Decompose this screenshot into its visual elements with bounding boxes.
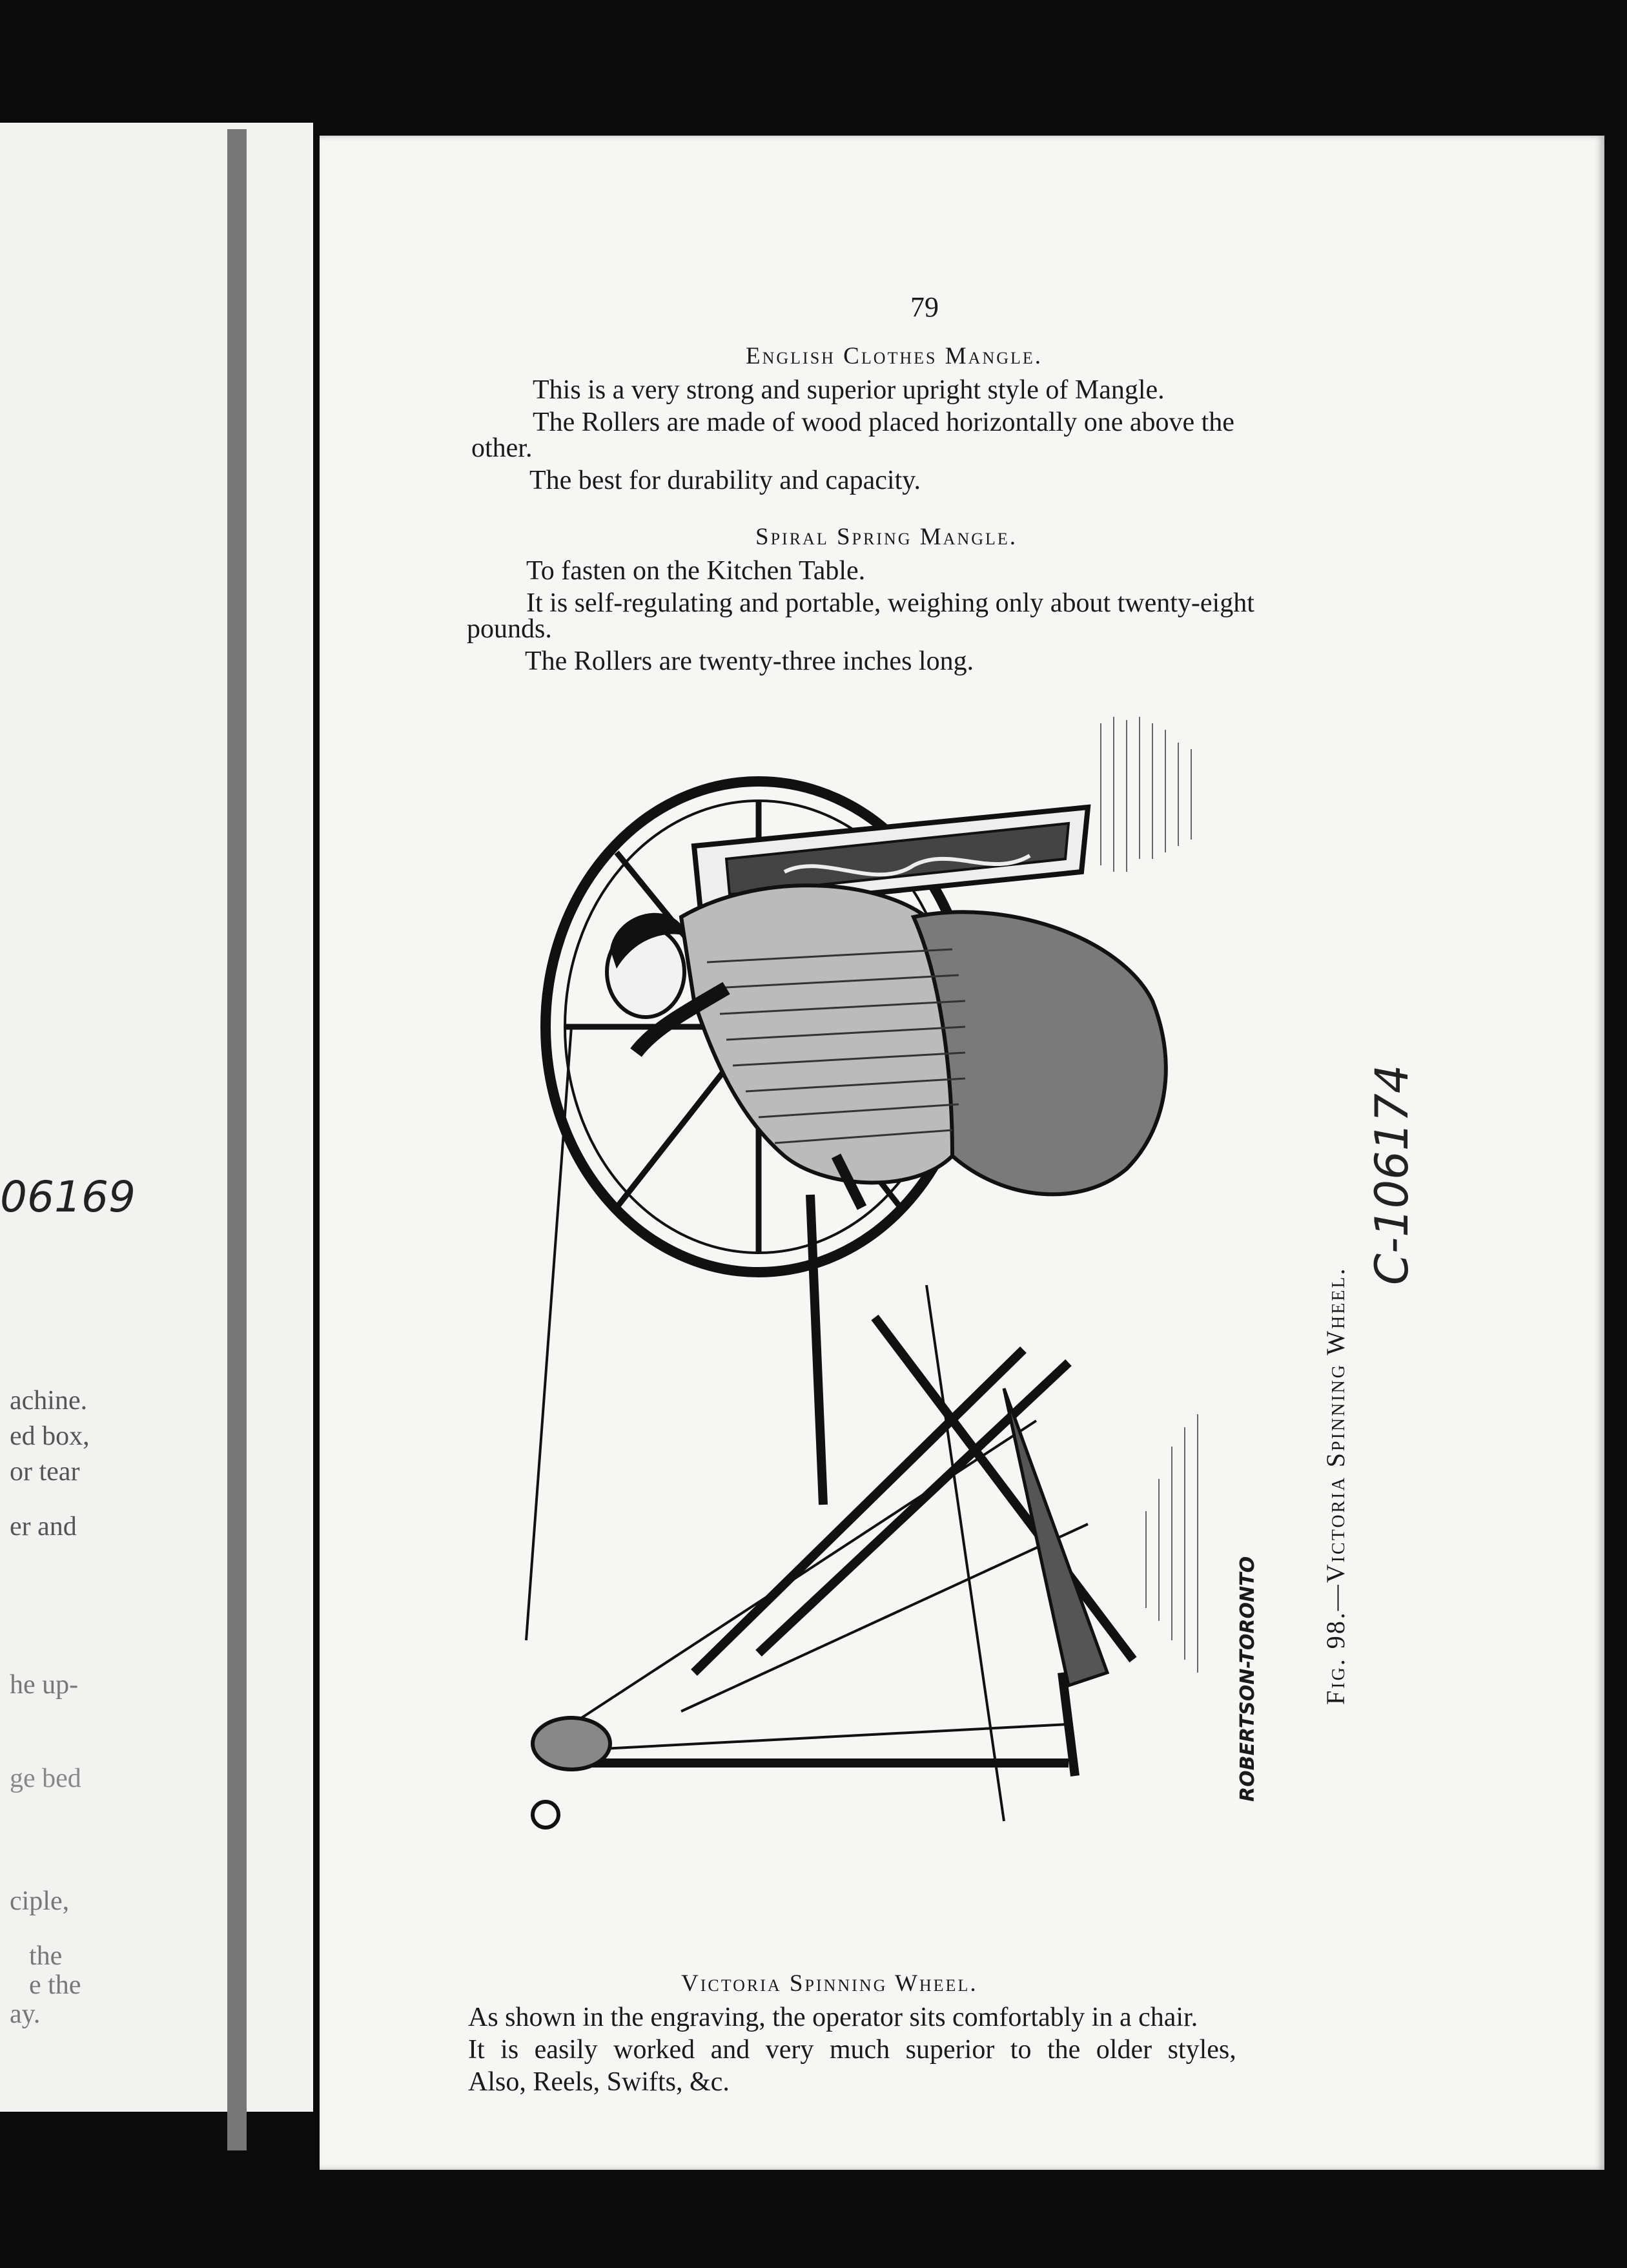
text-line: The Rollers are made of wood placed horizontally one above the: [533, 407, 1234, 437]
engraver-credit: ROBERTSON-TORONTO: [1236, 1556, 1259, 1802]
left-fragment: he up-: [10, 1670, 79, 1700]
text-line: pounds.: [467, 614, 552, 644]
left-page: [0, 123, 313, 2112]
left-fragment: ge bed: [10, 1764, 81, 1793]
section-heading: Spiral Spring Mangle.: [755, 524, 1018, 550]
text-line: It is easily worked and very much superior to the older styles,: [468, 2035, 1236, 2065]
spinning-wheel-illustration: [423, 704, 1327, 1918]
page-number: 79: [910, 291, 939, 323]
treadle: [533, 1718, 610, 1769]
left-fragment: ay.: [10, 1999, 41, 2029]
text-line: The best for durability and capacity.: [529, 466, 921, 495]
left-handwritten-number: 06169: [0, 1172, 136, 1222]
text-line: It is self-regulating and portable, weighing only about twenty-eight: [526, 588, 1254, 618]
right-page: [320, 136, 1604, 2170]
left-fragment: or tear: [10, 1457, 80, 1487]
distaff: [1004, 1388, 1107, 1686]
left-fragment: ciple,: [10, 1886, 70, 1916]
section-heading: English Clothes Mangle.: [746, 343, 1043, 369]
text-line: other.: [471, 433, 533, 463]
left-fragment: ed box,: [10, 1421, 90, 1451]
background-hatching: [1101, 717, 1198, 1673]
text-line: The Rollers are twenty-three inches long.: [525, 646, 974, 676]
spinning-woman-figure: [607, 885, 1166, 1208]
text-line: To fasten on the Kitchen Table.: [526, 556, 866, 586]
left-fragment: er and: [10, 1512, 77, 1541]
figure-caption: Fig. 98.—Victoria Spinning Wheel.: [1321, 1266, 1350, 1705]
section-heading: Victoria Spinning Wheel.: [681, 1970, 978, 1997]
text-line: This is a very strong and superior upright style of Mangle.: [533, 375, 1165, 405]
book-gutter: [227, 129, 247, 2150]
left-fragment: the: [29, 1941, 63, 1971]
handwritten-id: C-106174: [1366, 1064, 1418, 1285]
left-fragment: e the: [29, 1970, 81, 2000]
spinning-wheel-frame: [552, 1195, 1133, 1776]
text-line: As shown in the engraving, the operator sits comfortably in a chair.: [468, 2003, 1198, 2032]
left-fragment: achine.: [10, 1386, 88, 1416]
text-line: Also, Reels, Swifts, &c.: [468, 2067, 730, 2097]
